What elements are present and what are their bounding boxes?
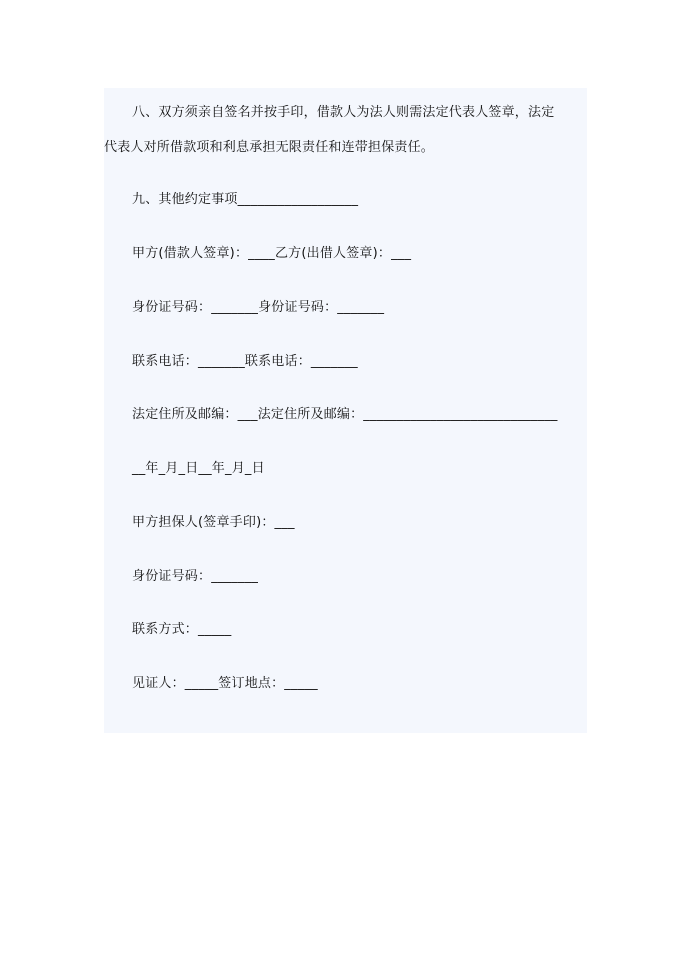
guarantor-contact: 联系方式：_____ [132, 622, 232, 637]
clause-8-line-1: 八、双方须亲自签名并按手印，借款人为法人则需法定代表人签章，法定 [132, 105, 555, 120]
guarantor-signature: 甲方担保人(签章手印)：___ [132, 515, 295, 530]
party-signatures: 甲方(借款人签章)：____乙方(出借人签章)：___ [132, 246, 412, 261]
id-numbers: 身份证号码：_______身份证号码：_______ [132, 300, 385, 315]
witness-and-place: 见证人：_____签订地点：_____ [132, 676, 318, 691]
guarantor-id-number: 身份证号码：_______ [132, 569, 259, 584]
document-page [104, 88, 587, 733]
signing-dates: __年_月_日__年_月_日 [132, 461, 265, 476]
clause-8-line-2: 代表人对所借款项和利息承担无限责任和连带担保责任。 [104, 140, 435, 155]
phone-numbers: 联系电话：_______联系电话：_______ [132, 354, 358, 369]
clause-9: 九、其他约定事项__________________ [132, 192, 359, 207]
legal-addresses: 法定住所及邮编：___法定住所及邮编：_____________________________ [132, 407, 558, 422]
